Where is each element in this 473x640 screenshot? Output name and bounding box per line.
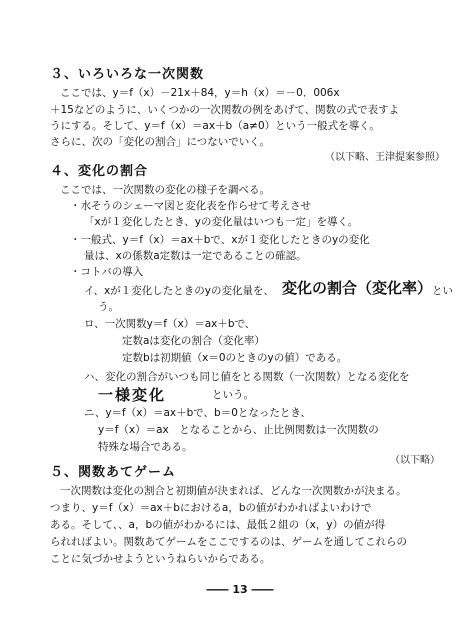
body-line: られればよい。関数あてゲームをここでするのは、ゲームを通してこれらの (50, 536, 407, 548)
body-line: ある。そして、、a，bの値がわかるには、最低２組の（x，y）の値が得 (50, 519, 386, 531)
page-number: ―― 13 ―― (206, 583, 274, 596)
emphasis-term: 一様変化 (98, 386, 167, 404)
body-line: さらに、次の「変化の割合」につないでいく。 (50, 136, 271, 148)
note: （以下略、王津提案参照） (325, 152, 445, 163)
body-line: 一次関数は変化の割合と初期値が決まれば、どんな一次関数かが決まる。 (60, 485, 407, 497)
body-line: う。 (98, 301, 119, 313)
body-line: うにする。そして、y＝f（x）＝ax＋b（a≠0）という一般式を導く。 (50, 120, 380, 132)
body-line: 特殊な場合である。 (98, 441, 193, 453)
list-item-i: イ、xが１変化したときのyの変化量を、 (84, 285, 274, 297)
section-heading-4: ４、変化の割合 (50, 164, 149, 179)
body-line: とい (432, 285, 453, 297)
body-line: y＝f（x）＝ax となることから、止比例関数は一次関数の (98, 424, 379, 436)
emphasis-term: 変化の割合（変化率） (282, 279, 432, 297)
body-line: ここでは、一次関数の変化の様子を調べる。 (60, 184, 270, 196)
section-heading-5: ５、関数あてゲーム (50, 465, 177, 480)
body-line: つまり、y＝f（x）＝ax＋bにおけるa，bの値がわかればよいわけで (50, 502, 372, 514)
list-item-ni: ニ、y＝f（x）＝ax＋bで、b＝0となったとき、 (84, 407, 311, 419)
bullet-item: ・水そうのシェーマ図と変化表を作らせて考えさせ (70, 200, 311, 212)
bullet-item: ・一般式、y＝f（x）＝ax＋bで、xが１変化したときのyの変化 (70, 234, 370, 246)
body-line: という。 (212, 389, 254, 401)
list-item-ro: ロ、一次関数y＝f（x）＝ax＋bで、 (84, 318, 256, 330)
bullet-item: ・コトバの導入 (70, 266, 144, 278)
body-line: ＋15などのように、いくつかの一次関数の例をあげて、関数の式で表すよ (50, 104, 400, 116)
body-line: 量は、xの係数a定数は一定であることの確認。 (84, 250, 307, 262)
body-line: 定数aは変化の割合（変化率） (122, 335, 265, 347)
list-item-ha: ハ、変化の割合がいつも同じ値をとる関数（一次関数）となる変化を (84, 371, 410, 383)
body-line: ここでは、y＝f（x）－21x＋84，y＝h（x）＝－0．006x (60, 87, 340, 99)
body-line: 定数bは初期値（x＝0のときのyの値）である。 (122, 352, 348, 364)
body-line: 「xが１変化したとき、yの変化量はいつも一定」を導く。 (84, 216, 359, 228)
body-line: ことに気づかせようというねらいからである。 (50, 553, 271, 565)
section-heading-3: ３、いろいろな一次関数 (50, 67, 205, 82)
note: （以下略） (390, 455, 440, 466)
